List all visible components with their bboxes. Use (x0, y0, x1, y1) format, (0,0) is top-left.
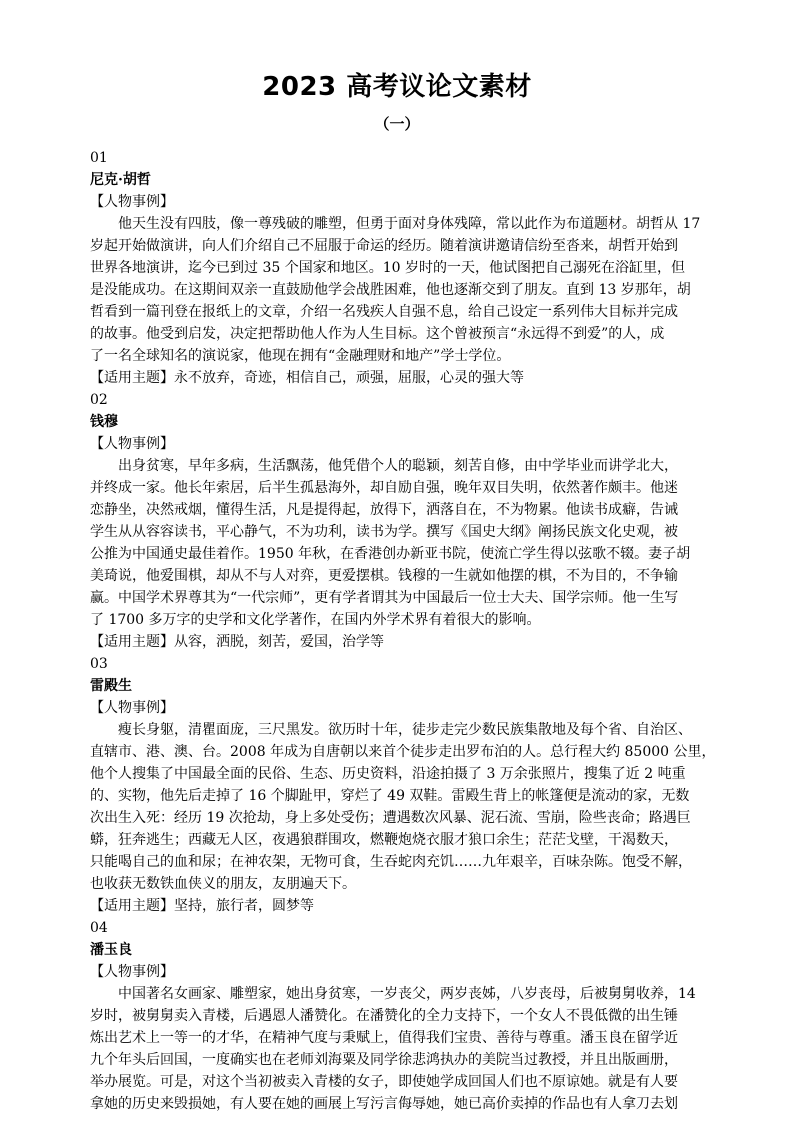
paragraph-line: 也收获无数铁血侠义的朋友，友朋遍天下。 (90, 876, 356, 892)
section-03 (90, 653, 732, 917)
paragraph-line: 次出生入死：经历 19 次抢劫，身上多处受伤；遭遇数次风暴、泥石流、雪崩，险些丧命；路遇巨 (90, 810, 691, 826)
section-number: 03 (90, 656, 108, 672)
example-label: 【人物事例】 (90, 964, 174, 980)
document-body (90, 147, 732, 1115)
theme-line: 【适用主题】永不放弃，奇迹，相信自己，顽强，屈服，心灵的强大等 (90, 370, 524, 386)
paragraph-line: 赢。中国学术界尊其为“一代宗师”，更有学者谓其为中国最后一位士大夫、国学宗师。他一生写 (90, 590, 679, 606)
section-04 (90, 917, 732, 1115)
paragraph-line: 世界各地演讲，迄今已到过 35 个国家和地区。10 岁时的一天，他试图把自己溺死在浴缸里，但 (90, 260, 685, 276)
paragraph-line: 瘦长身躯，清瞿面庞，三尺黑发。欲历时十年，徒步走完少数民族集散地及每个省、自治区、 (118, 722, 692, 738)
theme-line: 【适用主题】从容，洒脱，刻苦，爱国，治学等 (90, 634, 384, 650)
paragraph-line: 公推为中国通史最佳着作。1950 年秋，在香港创办新亚书院，使流亡学生得以弦歌不辍。妻子胡 (90, 546, 691, 562)
paragraph-line: 九个年头后回国，一度确实也在老师刘海粟及同学徐悲鸿执办的美院当过教授，并且出版画册， (90, 1052, 678, 1068)
paragraph-line: 岁时，被舅舅卖入青楼，后遇恩人潘赞化。在潘赞化的全力支持下，一个女人不畏低微的出生锤 (90, 1008, 678, 1024)
paragraph-line: 他天生没有四肢，像一尊残破的雕塑，但勇于面对身体残障，常以此作为布道题材。胡哲从 17 (118, 216, 701, 232)
paragraph-line: 的、实物，他先后走掉了 16 个脚趾甲，穿烂了 49 双鞋。雷殿生背上的帐篷便是流动的家，无数 (90, 788, 690, 804)
paragraph-line: 他个人搜集了中国最全面的民俗、生态、历史资料，沿途拍摄了 3 万余张照片，搜集了近 2 吨重 (90, 766, 686, 782)
paragraph-line: 蟒，狂奔逃生；西藏无人区，夜遇狼群围攻，燃鞭炮烧衣服才狼口余生；茫茫戈壁，干渴数天， (90, 832, 678, 848)
section-01 (90, 147, 732, 389)
document-title: 2023 高考议论文素材 (262, 72, 532, 102)
paragraph-line: 恋静坐，决然戒烟，懂得生活，凡是提得起，放得下，洒落自在，不为物累。他读书成癖，告诫 (90, 502, 678, 518)
paragraph-line: 是没能成功。在这期间双亲一直鼓励他学会战胜困难，他也逐渐交到了朋友。直到 13 岁那年，胡 (90, 282, 691, 298)
person-name: 钱穆 (90, 414, 118, 430)
paragraph-line: 拿她的历史来毁损她，有人要在她的画展上写污言侮辱她，她已高价卖掉的作品也有人拿刀去划 (90, 1096, 678, 1112)
person-name: 潘玉良 (90, 942, 132, 958)
paragraph-line: 举办展览。可是，对这个当初被卖入青楼的女子，即使她学成回国人们也不原谅她。就是有人要 (90, 1074, 678, 1090)
paragraph-line: 了一名全球知名的演说家，他现在拥有“金融理财和地产”学士学位。 (90, 348, 511, 364)
section-number: 02 (90, 392, 108, 408)
paragraph-line: 学生从从容容读书，平心静气，不为功利，读书为学。撰写《国史大纲》阐扬民族文化史观，被 (90, 524, 678, 540)
theme-line: 【适用主题】坚持，旅行者，圆梦等 (90, 898, 314, 914)
paragraph-line: 中国著名女画家、雕塑家，她出身贫寒，一岁丧父，两岁丧姊，八岁丧母，后被舅舅收养，14 (118, 986, 696, 1002)
section-02 (90, 389, 732, 653)
example-label: 【人物事例】 (90, 436, 174, 452)
example-label: 【人物事例】 (90, 700, 174, 716)
paragraph-line: 的故事。他受到启发，决定把帮助他人作为人生目标。这个曾被预言“永远得不到爱”的人，成 (90, 326, 665, 342)
document-subtitle: （一） (374, 115, 420, 133)
section-number: 04 (90, 920, 108, 936)
paragraph-line: 哲看到一篇刊登在报纸上的文章，介绍一名残疾人自强不息，给自己设定一系列伟大目标并完成 (90, 304, 678, 320)
paragraph-line: 了 1700 多万字的史学和文化学著作，在国内外学术界有着很大的影响。 (90, 612, 541, 628)
paragraph-line: 直辖市、港、澳、台。2008 年成为自唐朝以来首个徒步走出罗布泊的人。总行程大约 85000 公里， (90, 744, 716, 760)
paragraph-line: 美琦说，他爱围棋，却从不与人对弈，更爱摆棋。钱穆的一生就如他摆的棋，不为目的，不争输 (90, 568, 678, 584)
example-label: 【人物事例】 (90, 194, 174, 210)
paragraph-line: 岁起开始做演讲，向人们介绍自己不屈服于命运的经历。随着演讲邀请信纷至沓来，胡哲开始到 (90, 238, 678, 254)
paragraph-line: 只能喝自己的血和尿；在神农架，无物可食，生吞蛇肉充饥……九年艰辛，百味杂陈。饱受不解， (90, 854, 692, 870)
paragraph-line: 并终成一家。他长年索居，后半生孤悬海外，却自励自强，晚年双目失明，依然著作颇丰。他迷 (90, 480, 678, 496)
person-name: 雷殿生 (90, 678, 132, 694)
paragraph-line: 炼出艺术上一等一的才华，在精神气度与秉赋上，值得我们宝贵、善待与尊重。潘玉良在留学近 (90, 1030, 678, 1046)
paragraph-line: 出身贫寒，早年多病，生活飘荡，他凭借个人的聪颖，刻苦自修，由中学毕业而讲学北大， (118, 458, 678, 474)
person-name: 尼克·胡哲 (90, 172, 151, 188)
section-number: 01 (90, 150, 108, 166)
